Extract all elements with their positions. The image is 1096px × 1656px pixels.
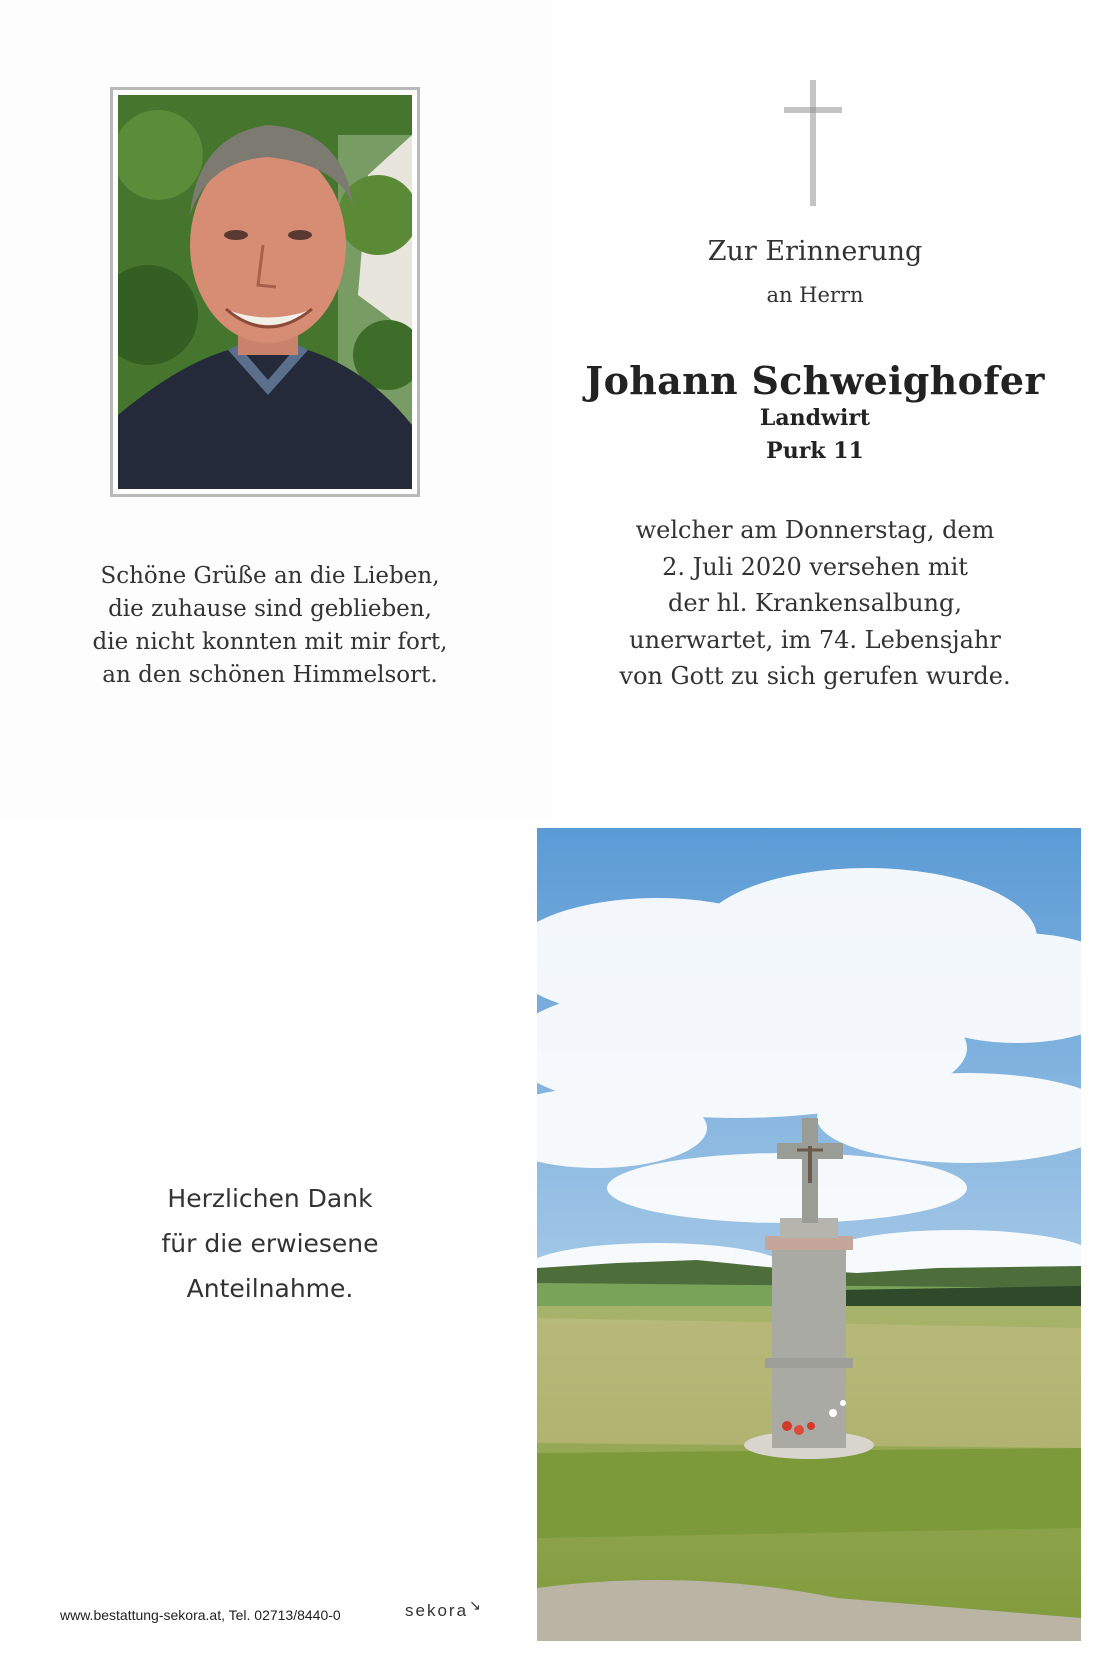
memorial-line: 2. Juli 2020 versehen mit [662,552,968,581]
deceased-name: Johann Schweighofer [585,358,1045,403]
poem-line: die zuhause sind geblieben, [108,596,432,622]
subheading: an Herrn [766,283,864,307]
poem-line: die nicht konnten mit mir fort, [92,629,448,655]
portrait-photo [110,87,420,497]
bird-logo-icon: ↘ [469,1597,483,1613]
funeral-home-logo [405,1597,483,1621]
memorial-line: unerwartet, im 74. Lebensjahr [629,625,1001,654]
occupation: Landwirt [759,405,871,431]
memorial-line: der hl. Krankensalbung, [668,589,962,617]
greeting-poem [60,560,480,692]
cross-icon [780,78,846,208]
thanks-line: für die erwiesene [161,1229,379,1258]
poem-line: Schöne Grüße an die Lieben, [100,563,440,589]
wayside-cross-photo [537,828,1081,1641]
heading: Zur Erinnerung [707,236,923,267]
memorial-line: von Gott zu sich gerufen wurde. [619,662,1011,690]
address: Purk 11 [766,438,864,464]
logo-text: sekora [405,1601,469,1620]
thanks-text [110,1176,430,1311]
memorial-text [580,512,1050,695]
thanks-line: Anteilnahme. [186,1274,354,1303]
landscape-illustration [537,828,1081,1641]
memorial-line: welcher am Donnerstag, dem [635,516,995,544]
portrait-illustration [118,95,412,489]
poem-line: an den schönen Himmelsort. [102,662,438,688]
funeral-home-footer: www.bestattung-sekora.at, Tel. 02713/8440-0 [60,1607,341,1623]
thanks-line: Herzlichen Dank [167,1184,373,1213]
